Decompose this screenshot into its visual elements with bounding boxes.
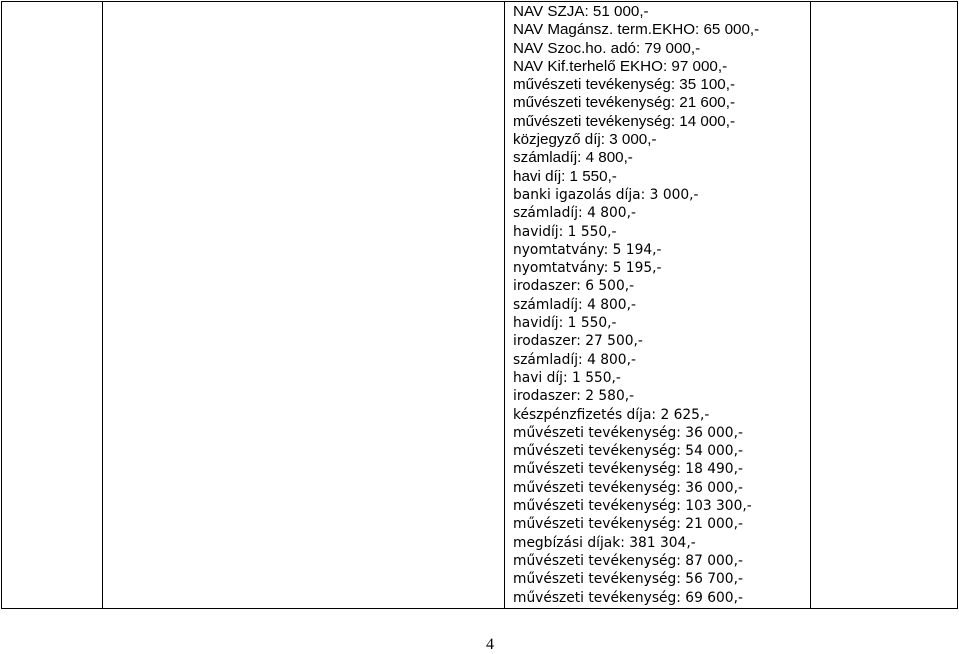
list-item: közjegyző díj: 3 000,- [513, 131, 657, 149]
list-item: NAV Szoc.ho. adó: 79 000,- [513, 39, 701, 57]
list-item: NAV Magánsz. term.EKHO: 65 000,- [513, 21, 760, 39]
list-item: művészeti tevékenység: 54 000,- [513, 443, 743, 460]
list-item: művészeti tevékenység: 69 600,- [513, 589, 743, 606]
list-item: havi díj: 1 550,- [513, 369, 621, 386]
list-item: művészeti tevékenység: 35 100,- [513, 76, 736, 94]
list-item: megbízási díjak: 381 304,- [513, 534, 696, 551]
list-item: művészeti tevékenység: 14 000,- [513, 112, 736, 130]
table-cell-1 [1, 1, 103, 609]
list-item: irodaszer: 2 580,- [513, 388, 635, 405]
table-cell-4 [810, 1, 958, 609]
list-item: művészeti tevékenység: 56 700,- [513, 571, 743, 588]
page-number: 4 [486, 636, 494, 653]
list-item: számladíj: 4 800,- [513, 296, 636, 313]
list-item: havidíj: 1 550,- [513, 315, 617, 332]
list-item: művészeti tevékenység: 103 300,- [513, 498, 752, 515]
table-cell-2 [102, 1, 505, 609]
list-item: művészeti tevékenység: 18 490,- [513, 461, 743, 478]
list-item: készpénzfizetés díja: 2 625,- [513, 406, 710, 423]
list-item: számladíj: 4 800,- [513, 149, 633, 167]
list-item: művészeti tevékenység: 21 600,- [513, 94, 736, 112]
list-item: NAV SZJA: 51 000,- [513, 3, 649, 20]
list-item: művészeti tevékenység: 21 000,- [513, 516, 743, 533]
list-item: banki igazolás díja: 3 000,- [513, 186, 699, 203]
list-item: irodaszer: 6 500,- [513, 278, 635, 295]
list-item: havidíj: 1 550,- [513, 223, 617, 240]
list-item: számladíj: 4 800,- [513, 351, 636, 368]
list-item: NAV Kif.terhelő EKHO: 97 000,- [513, 57, 728, 75]
list-item: nyomtatvány: 5 195,- [513, 260, 662, 277]
expense-list [513, 3, 759, 607]
list-item: számladíj: 4 800,- [513, 205, 636, 222]
list-item: művészeti tevékenység: 36 000,- [513, 479, 743, 496]
list-item: művészeti tevékenység: 36 000,- [513, 424, 743, 441]
list-item: havi díj: 1 550,- [513, 167, 617, 185]
list-item: nyomtatvány: 5 194,- [513, 241, 662, 258]
list-item: művészeti tevékenység: 87 000,- [513, 552, 743, 569]
list-item: irodaszer: 27 500,- [513, 333, 643, 350]
